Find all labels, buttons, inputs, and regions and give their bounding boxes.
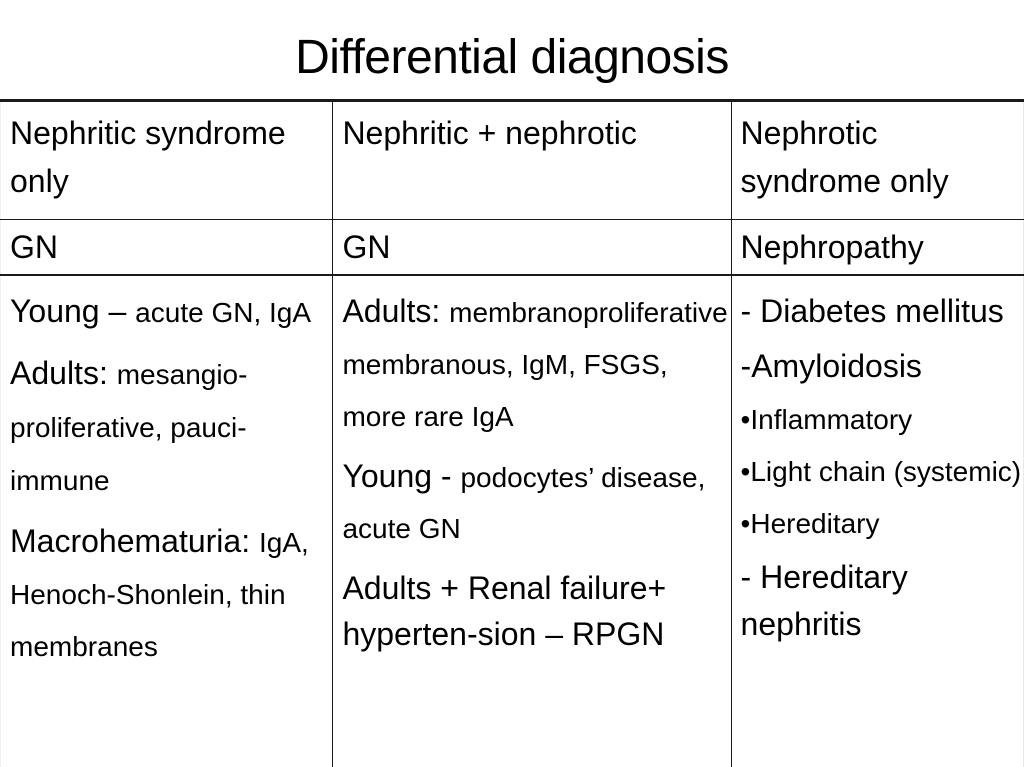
adults-paragraph — [342, 288, 730, 445]
subheader-cell: GN — [333, 220, 731, 276]
amyloidosis-item: -Amyloidosis — [740, 348, 922, 384]
nephritic-nephrotic-cell — [333, 275, 731, 767]
paragraph-text: acute GN, IgA — [135, 297, 312, 328]
paragraph-text: IgA, Henoch-Shonlein, thin membranes — [10, 527, 309, 662]
paragraph-lead: Macrohematuria: — [10, 523, 259, 559]
bullet-light-chain: •Light chain (systemic) — [740, 456, 1022, 487]
bullet-hereditary: •Hereditary — [740, 508, 880, 539]
diabetes-item: - Diabetes mellitus — [740, 293, 1004, 329]
paragraph-text: membranoproliferative membranous, IgM, FSGS, more rare IgA — [342, 297, 728, 432]
slide-title: Differential diagnosis — [295, 31, 729, 84]
subheader-cell: Nephropathy — [731, 220, 1023, 276]
paragraph-lead: Young – — [10, 293, 136, 329]
paragraph-lead: Young - — [342, 458, 461, 494]
table-header-row — [1, 101, 1024, 220]
paragraph-text: podocytes’ disease, acute GN — [342, 462, 706, 544]
hereditary-nephritis-item: - Hereditary nephritis — [740, 559, 908, 642]
differential-diagnosis-table — [0, 99, 1024, 767]
table-body-row — [1, 275, 1024, 767]
nephritic-only-cell — [1, 275, 333, 767]
young-paragraph — [342, 453, 730, 557]
header-nephritic-nephrotic: Nephritic + nephrotic — [333, 101, 731, 220]
table-subheader-row — [1, 220, 1024, 276]
paragraph-lead: Adults: — [10, 355, 117, 391]
young-paragraph — [10, 288, 332, 341]
macrohematuria-paragraph — [10, 518, 332, 675]
paragraph-text: mesangio-proliferative, pauci-immune — [10, 359, 248, 496]
adults-paragraph — [10, 349, 332, 510]
bullet-inflammatory: •Inflammatory — [740, 404, 913, 435]
paragraph-lead: Adults: — [342, 293, 450, 329]
nephrotic-only-cell — [731, 275, 1023, 767]
rpgn-paragraph: Adults + Renal failure+ hyperten-sion – RPGN — [342, 570, 667, 652]
header-nephritic-only: Nephritic syndrome only — [1, 101, 333, 220]
subheader-cell: GN — [1, 220, 333, 276]
header-nephrotic-only: Nephrotic syndrome only — [731, 101, 1023, 220]
